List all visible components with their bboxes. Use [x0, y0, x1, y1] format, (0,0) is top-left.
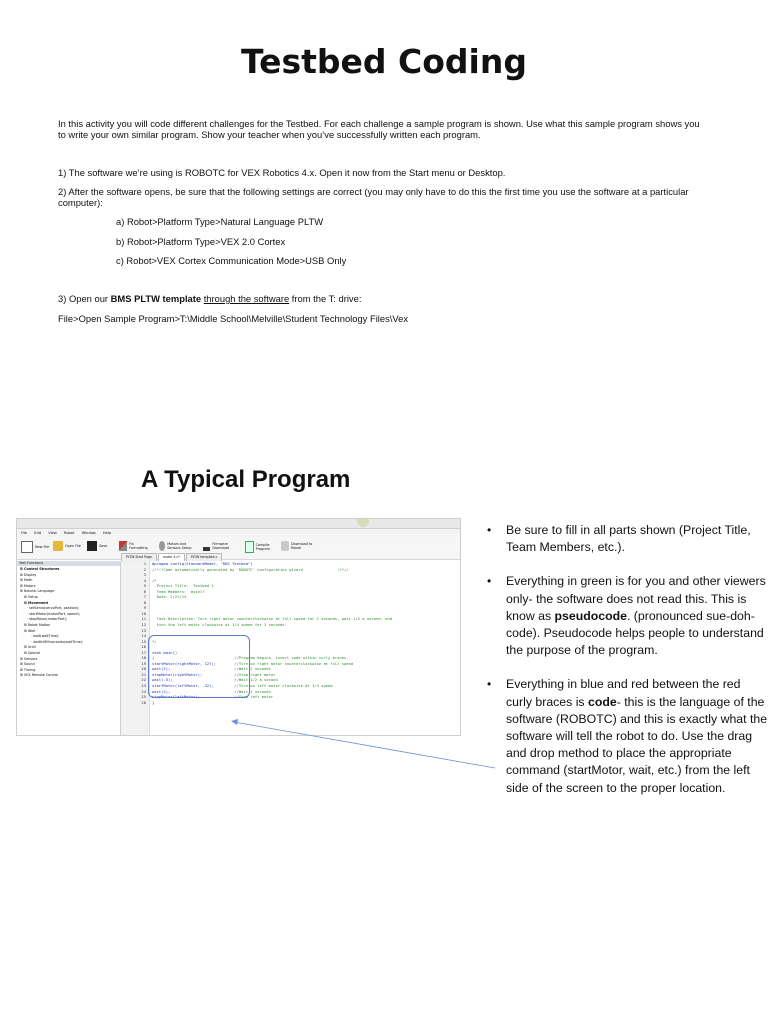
compile-icon [245, 541, 254, 553]
code-line: turn the left motor clockwise at 1/4 speed for 2 seconds. [152, 622, 287, 628]
function-item: · wait(waitTime); [31, 634, 60, 639]
bullet-text: - this is the language of the software (ROBOTC) and this is exactly what the software will tell the robot to do. Use the drag and drop method to place the appropriate command (startMotor, wait, etc.) from the left side of the screen to the proper location. [506, 694, 768, 795]
setting-a: a) Robot>Platform Type>Natural Language PLTW [116, 216, 324, 227]
fix-formatting-label: Fix Formatting [129, 542, 148, 550]
code-line: Project Title: Testbed 1 [152, 583, 214, 589]
bullet-text: Everything in green is for you and other viewers only- the software does not read this. This is know as [506, 574, 766, 623]
bullet-item [486, 676, 768, 796]
line-number: 12 [141, 622, 146, 628]
bullet-dot-icon: • [487, 523, 492, 537]
setting-b: b) Robot>Platform Type>VEX 2.0 Cortex [116, 236, 286, 247]
fix-formatting-button [119, 541, 149, 551]
motors-sensors-button [159, 541, 195, 551]
line-number: 8 [143, 599, 146, 605]
menu-view: View [48, 531, 57, 535]
code-line: /* [152, 577, 157, 583]
menu-help: Help [102, 531, 112, 535]
step-3 [58, 293, 361, 304]
bullet-bold-term: code [588, 694, 617, 709]
line-number: 7 [143, 594, 146, 600]
robot-icon [281, 541, 289, 551]
window-titlebar [17, 519, 460, 529]
code-line: startMotor(rightMotor, 127); //Turn on right motor counterclockwise at full speed [152, 660, 354, 666]
step-2: 2) After the software opens, be sure that the following settings are correct (you may only have to do this the first time you use the software at a particular computer): [58, 186, 689, 208]
code-line: stopMotor(rightMotor); //Stop right motor [152, 671, 276, 677]
code-line: } [152, 699, 155, 705]
function-item: ⊞ Movement [24, 600, 49, 605]
sensor-icon [159, 541, 165, 551]
line-number-gutter [121, 561, 150, 735]
menu-file: File [21, 531, 28, 535]
firmware-label: Firmware Download [212, 542, 230, 550]
menu-robot: Robot [63, 531, 75, 535]
function-item: ⊞ Wait [24, 628, 36, 633]
save-icon [87, 541, 97, 551]
save-label: Save [99, 544, 108, 548]
new-file-label: New File [35, 545, 50, 549]
code-highlight-box [148, 635, 250, 698]
bullet-text: Be sure to fill in all parts shown (Project Title, Team Members, etc.). [506, 523, 751, 555]
function-item: · setServo(servoPort, position); [27, 606, 80, 611]
file-path: File>Open Sample Program>T:\Middle School\Melville\Student Technology Files\Vex [58, 313, 409, 324]
editor-tabs [121, 553, 223, 561]
firmware-button [203, 541, 237, 551]
function-library [17, 561, 121, 735]
line-number: 19 [141, 660, 146, 666]
open-file-label: Open File [65, 544, 81, 548]
tab-template: PLTW template.c [186, 553, 223, 561]
code-line: stopMotor(leftMotor); //Stop left motor [152, 694, 274, 700]
tab-start-page: PLTW Start Page [121, 553, 157, 561]
menu-window: Window [81, 531, 96, 535]
line-number: 14 [141, 633, 146, 639]
line-number: 6 [143, 588, 146, 594]
code-line: //*!!Code automatically generated by 'ROBOTC' configuration wizard !!*// [152, 566, 349, 572]
function-item: ⊞ Timing [20, 667, 36, 672]
motors-sensors-label: Motors and Sensors Setup [167, 542, 192, 550]
line-number: 21 [141, 671, 146, 677]
page-title: Testbed Coding [241, 42, 527, 81]
code-line: startMotor(leftMotor, -32); //Turn on left motor clockwise at 1/4 speed [152, 683, 333, 689]
bullet-dot-icon: • [487, 574, 492, 589]
code-line: Team Members: myself [152, 588, 205, 594]
save-button [87, 541, 107, 551]
menu-edit: Edit [34, 531, 42, 535]
function-item: ⊞ Control Structures [20, 567, 60, 571]
function-item: · waitInMilliseconds(waitTime); [31, 639, 84, 644]
menu-bar [17, 529, 460, 537]
code-line: wait(.5); //Wait 1/2 a second [152, 677, 278, 683]
code-line: wait(2); //Wait 2 seconds [152, 666, 271, 672]
template-name: BMS PLTW template [110, 293, 202, 304]
firmware-icon [203, 547, 210, 551]
line-number: 13 [141, 627, 146, 633]
line-number: 3 [143, 572, 146, 578]
line-number: 17 [141, 649, 146, 655]
setting-c: c) Robot>VEX Cortex Communication Mode>USB Only [116, 255, 347, 266]
intro-paragraph: In this activity you will code different challenges for the Testbed. For each challenge a sample program is shown. Use what this sample program shows you to write your own similar program. Show your teacher when you’ve successfully written each program. [58, 118, 700, 140]
toolbar [17, 537, 460, 560]
line-number: 26 [141, 699, 146, 705]
line-number: 15 [141, 638, 146, 644]
line-number: 5 [143, 583, 146, 589]
bullet-dot-icon: • [487, 677, 492, 692]
bullet-text: . (pronounced sue-doh-code). Pseudocode helps people to understand the purpose of the program. [506, 608, 764, 658]
bullet-item [486, 573, 768, 659]
compile-label: Compile Program [255, 543, 270, 551]
code-line: #pragma config(StandardModel, "RDS Testbed") [152, 561, 253, 566]
step-3-prefix: 3) Open our [58, 293, 111, 304]
code-line: wait(2); //Wait 2 seconds [152, 688, 271, 694]
section-heading: A Typical Program [141, 466, 351, 493]
function-item: ⊞ Until [24, 645, 36, 650]
line-number: 11 [141, 616, 146, 622]
folder-icon [53, 541, 63, 551]
wrench-icon [119, 541, 127, 551]
line-number: 23 [141, 683, 146, 689]
function-item: ⊞ Special [24, 650, 41, 655]
code-line: Date: 2/21/14 [152, 594, 187, 600]
new-file-icon [21, 541, 33, 553]
tab-motor: motor 4.c* [158, 553, 185, 561]
line-number: 10 [141, 610, 146, 616]
line-number: 4 [143, 577, 146, 583]
step-1: 1) The software we’re using is ROBOTC for VEX Robotics 4.x. Open it now from the Start menu or Desktop. [58, 167, 506, 178]
function-item: · startMotor(motorPort, speed); [27, 611, 80, 616]
robotc-screenshot [16, 518, 461, 736]
function-item: ⊞ Motors [20, 583, 36, 588]
code-line: Task Description: Turn right motor counterclockwise at full speed for 2 seconds, wait 1/2 a second, and [152, 616, 393, 622]
function-item: · stopMotor(motorPort); [27, 617, 67, 622]
function-item: ⊞ Setup [24, 594, 38, 599]
function-item: ⊞ Natural Language [20, 589, 55, 594]
function-item: ⊞ Robot Motion [24, 622, 51, 627]
function-list [17, 567, 120, 679]
open-file-button [53, 541, 81, 551]
download-button [281, 541, 317, 551]
bullet-item [486, 522, 768, 556]
title-dot [357, 518, 369, 527]
new-file-button [21, 541, 49, 553]
code-line: { //Program begins, insert code within curly braces [152, 655, 347, 661]
download-label: Download to Robot [291, 542, 313, 550]
line-number: 25 [141, 694, 146, 700]
line-number: 9 [143, 605, 146, 611]
line-number: 22 [141, 677, 146, 683]
function-item: ⊞ VEX Remote Control [20, 673, 59, 678]
bullet-bold-term: pseudocode [554, 608, 627, 623]
line-number: 2 [143, 566, 146, 572]
line-number: 24 [141, 688, 146, 694]
function-item: ⊞ Sensors [20, 656, 38, 661]
function-item: ⊞ Display [20, 572, 37, 577]
function-library-title: Text Functions [17, 561, 120, 566]
through-software: through the software [203, 293, 290, 304]
code-line: task main() [152, 649, 178, 655]
function-item: ⊞ Sound [20, 662, 35, 667]
compile-button [245, 541, 275, 553]
line-number: 16 [141, 644, 146, 650]
code-line: */ [152, 638, 157, 644]
line-number: 20 [141, 666, 146, 672]
step-3-suffix: from the T: drive: [289, 293, 362, 304]
line-number: 1 [143, 561, 146, 566]
line-number: 18 [141, 655, 146, 661]
function-item: ⊞ Math [20, 578, 33, 583]
explanation-list [486, 522, 768, 814]
bullet-text: Everything in blue and red between the red curly braces is [506, 677, 741, 709]
